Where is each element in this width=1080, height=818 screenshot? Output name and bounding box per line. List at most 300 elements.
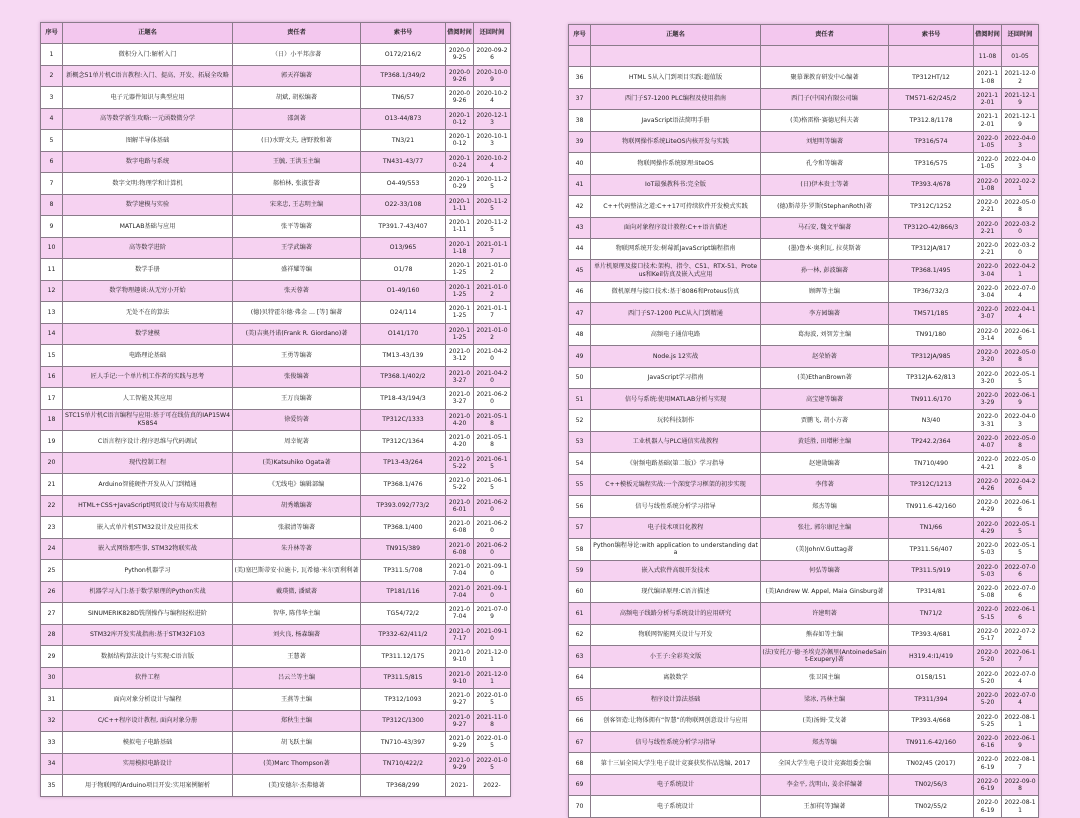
header-call-number: 索书号 xyxy=(889,25,974,46)
cell-no: 68 xyxy=(569,753,591,774)
cell-borrow-time: 2020-09-26 xyxy=(446,87,474,109)
cell-author: 马石安, 魏文平编著 xyxy=(761,217,889,238)
cell-borrow-time: 2021-09-29 xyxy=(446,753,474,775)
cell-no: 11 xyxy=(41,259,63,281)
cell-borrow-time: 2022-06-16 xyxy=(974,732,1002,753)
table-row xyxy=(569,474,1039,495)
table-row xyxy=(41,366,511,388)
cell-author: (美)JohnV.Guttag著 xyxy=(761,539,889,560)
cell-author: （日）小平邦彦著 xyxy=(233,44,361,66)
cell-return-time: 2022-02-21 xyxy=(1002,174,1039,195)
cell-author: 郑杰等编 xyxy=(761,732,889,753)
cell-borrow-time: 2021-06-08 xyxy=(446,517,474,539)
cell-call-number: TP181/116 xyxy=(361,581,446,603)
cell-author: 李伟著 xyxy=(761,474,889,495)
cell-no: 26 xyxy=(41,581,63,603)
cell-author: (美)Katsuhiko Ogata著 xyxy=(233,452,361,474)
cell-no: 55 xyxy=(569,474,591,495)
cell-author: 葛海波, 刘智芳主编 xyxy=(761,324,889,345)
cell-return-time: 2020-11-25 xyxy=(474,216,511,238)
cell-author: 李方园编著 xyxy=(761,303,889,324)
cell-author: 赵荣娇著 xyxy=(761,346,889,367)
table-row xyxy=(569,753,1039,774)
cell-call-number: O172/216/2 xyxy=(361,44,446,66)
cell-no: 4 xyxy=(41,108,63,130)
table-row xyxy=(41,603,511,625)
left-page xyxy=(40,22,510,797)
cell-no: 33 xyxy=(41,732,63,754)
cell-borrow-time: 2021-05-22 xyxy=(446,474,474,496)
cell-return-time: 2022-09-08 xyxy=(1002,774,1039,795)
cell-borrow-time: 2022-04-29 xyxy=(974,517,1002,538)
cell-title: 数学建模与实验 xyxy=(63,194,233,216)
cell-call-number: TN911.6-42/160 xyxy=(889,732,974,753)
cell-title: 信号与系统:使用MATLAB分析与实现 xyxy=(591,389,761,410)
cell-call-number: TP312C/1333 xyxy=(361,409,446,431)
cell-title: 物联网系统开发:树莓派JavaScript编程指南 xyxy=(591,238,761,259)
cell-no: 44 xyxy=(569,238,591,259)
cell-title: 西门子S7-1200 PLC编程及使用指南 xyxy=(591,88,761,109)
cell-author: (美)汤姆·艾戈著 xyxy=(761,710,889,731)
cell-call-number: TN71/2 xyxy=(889,603,974,624)
cell-call-number: TN02/56/3 xyxy=(889,774,974,795)
cell-title: 现代控制工程 xyxy=(63,452,233,474)
cell-borrow-time: 2021-04-20 xyxy=(446,431,474,453)
table-row xyxy=(41,710,511,732)
cell-call-number: TP393.4/668 xyxy=(889,710,974,731)
cell-no: 40 xyxy=(569,153,591,174)
cell-no: 42 xyxy=(569,196,591,217)
cell-call-number: TP18-43/194/3 xyxy=(361,388,446,410)
cell-return-time: 2021-01-02 xyxy=(474,323,511,345)
cell-title: STM32库开发实战指南:基于STM32F103 xyxy=(63,624,233,646)
cell-return-time: 2021-12-01 xyxy=(474,646,511,668)
cell-return-time: 2022-06-17 xyxy=(1002,646,1039,667)
cell-title: 数字电路与系统 xyxy=(63,151,233,173)
cell-borrow-time: 2020-11-11 xyxy=(446,194,474,216)
cell-return-time: 2020-10-09 xyxy=(474,65,511,87)
table-row xyxy=(41,65,511,87)
cell-return-time: 2021-09-10 xyxy=(474,624,511,646)
cell-return-time: 2021-01-02 xyxy=(474,259,511,281)
cell-call-number: TP314/81 xyxy=(889,581,974,602)
cell-author: (美)Andrew W. Appel, Maia Ginsburg著 xyxy=(761,581,889,602)
cell-title: 微机原理与接口技术:基于8086和Proteus仿真 xyxy=(591,281,761,302)
cell-title xyxy=(591,46,761,67)
cell-author: 《无线电》编辑部编 xyxy=(233,474,361,496)
cell-title: 用于物联网的Arduino项目开发:实用案例解析 xyxy=(63,775,233,797)
cell-return-time: 2022-04-14 xyxy=(1002,303,1039,324)
cell-call-number: TP312C/1300 xyxy=(361,710,446,732)
cell-borrow-time: 2022-05-03 xyxy=(974,560,1002,581)
cell-author: 孙一林, 彭波编著 xyxy=(761,260,889,281)
cell-return-time: 2021-09-10 xyxy=(474,560,511,582)
cell-title: 人工智能及其应用 xyxy=(63,388,233,410)
cell-borrow-time: 2021-09-10 xyxy=(446,667,474,689)
cell-no: 19 xyxy=(41,431,63,453)
cell-borrow-time: 2021-03-27 xyxy=(446,388,474,410)
cell-return-time: 2021-04-20 xyxy=(474,345,511,367)
cell-call-number: O141/170 xyxy=(361,323,446,345)
cell-title: 程序设计算法基础 xyxy=(591,689,761,710)
cell-author: 西门子(中国)有限公司编 xyxy=(761,88,889,109)
cell-title: 电子元器件知识与典型应用 xyxy=(63,87,233,109)
cell-title: 创客智造:让物体拥有“智慧”的物联网创意设计与应用 xyxy=(591,710,761,731)
cell-author: 何弘等编著 xyxy=(761,560,889,581)
cell-borrow-time: 2021- xyxy=(446,775,474,797)
cell-author: (日)伊本贵士等著 xyxy=(761,174,889,195)
cell-author: 徐爱钧著 xyxy=(233,409,361,431)
cell-return-time: 2022-05-15 xyxy=(1002,539,1039,560)
table-row xyxy=(569,560,1039,581)
cell-title: SINUMERIK828D铣削操作与编程轻松进阶 xyxy=(63,603,233,625)
cell-borrow-time: 2022-04-21 xyxy=(974,453,1002,474)
cell-author: 张平等编著 xyxy=(233,216,361,238)
cell-no: 15 xyxy=(41,345,63,367)
cell-return-time: 2022-05-08 xyxy=(1002,346,1039,367)
cell-no: 66 xyxy=(569,710,591,731)
cell-borrow-time: 2022-06-19 xyxy=(974,796,1002,817)
cell-call-number: TP36/732/3 xyxy=(889,281,974,302)
cell-title: 嵌入式软件高级开发技术 xyxy=(591,560,761,581)
cell-return-time: 2022-01-05 xyxy=(474,689,511,711)
cell-title: STC15单片机C语言编程与应用:基于可在线仿真的IAP15W4K58S4 xyxy=(63,409,233,431)
cell-borrow-time: 2022-03-29 xyxy=(974,389,1002,410)
cell-author: 戴璞微, 潘斌著 xyxy=(233,581,361,603)
cell-borrow-time: 2022-01-08 xyxy=(974,174,1002,195)
cell-return-time: 2022-08-11 xyxy=(1002,796,1039,817)
table-row xyxy=(569,624,1039,645)
table-row xyxy=(569,389,1039,410)
table-row xyxy=(41,495,511,517)
cell-call-number: TN02/55/2 xyxy=(889,796,974,817)
cell-no: 31 xyxy=(41,689,63,711)
cell-author: 张淑清等编著 xyxy=(233,517,361,539)
cell-title: 信号与线性系统分析学习指导 xyxy=(591,496,761,517)
cell-no: 38 xyxy=(569,110,591,131)
cell-title: 物联网操作系统原理:liteOS xyxy=(591,153,761,174)
table-header-row xyxy=(569,25,1039,46)
cell-call-number: TN710/422/2 xyxy=(361,753,446,775)
table-row xyxy=(41,44,511,66)
cell-no: 48 xyxy=(569,324,591,345)
cell-author xyxy=(761,46,889,67)
cell-no: 8 xyxy=(41,194,63,216)
cell-no: 46 xyxy=(569,281,591,302)
cell-borrow-time: 2022-03-14 xyxy=(974,324,1002,345)
cell-title: 无处不在的算法 xyxy=(63,302,233,324)
cell-return-time: 2022-08-11 xyxy=(1002,710,1039,731)
cell-borrow-time: 2021-09-27 xyxy=(446,689,474,711)
cell-return-time: 2021-12-01 xyxy=(474,667,511,689)
cell-author: 郭天祥编著 xyxy=(233,65,361,87)
cell-title: MATLAB基础与应用 xyxy=(63,216,233,238)
cell-no xyxy=(569,46,591,67)
cell-title: 离散数学 xyxy=(591,667,761,688)
cell-title: 电子系统设计 xyxy=(591,796,761,817)
cell-no: 69 xyxy=(569,774,591,795)
cell-no: 18 xyxy=(41,409,63,431)
cell-return-time: 2022-07-06 xyxy=(1002,560,1039,581)
cell-borrow-time: 2021-11-08 xyxy=(974,67,1002,88)
cell-borrow-time: 2020-10-12 xyxy=(446,130,474,152)
table-row xyxy=(41,624,511,646)
cell-borrow-time: 2021-05-22 xyxy=(446,452,474,474)
header-author: 责任者 xyxy=(233,23,361,44)
cell-borrow-time: 2022-03-04 xyxy=(974,281,1002,302)
cell-title: 数学建模 xyxy=(63,323,233,345)
cell-author: (美)塞巴斯蒂安·拉施卡, 瓦希德·米尔贾利利著 xyxy=(233,560,361,582)
cell-call-number: N3/40 xyxy=(889,410,974,431)
cell-no: 47 xyxy=(569,303,591,324)
cell-author: 邵剑著 xyxy=(233,108,361,130)
cell-borrow-time: 2021-04-20 xyxy=(446,409,474,431)
cell-borrow-time: 2021-09-27 xyxy=(446,710,474,732)
cell-no: 45 xyxy=(569,260,591,281)
table-row xyxy=(41,173,511,195)
cell-author: 胡斌, 胡松编著 xyxy=(233,87,361,109)
cell-no: 3 xyxy=(41,87,63,109)
table-row xyxy=(569,346,1039,367)
cell-return-time: 2022-07-04 xyxy=(1002,281,1039,302)
cell-return-time: 2020-12-13 xyxy=(474,108,511,130)
cell-author: 全国大学生电子设计竞赛组委会编 xyxy=(761,753,889,774)
cell-author: (墨)鲁本·奥利瓦, 拉莫斯著 xyxy=(761,238,889,259)
cell-call-number: TP332-62/411/2 xyxy=(361,624,446,646)
cell-return-time: 2022-06-16 xyxy=(1002,324,1039,345)
header-return-time: 还回时间 xyxy=(1002,25,1039,46)
cell-return-time: 2021-12-02 xyxy=(1002,67,1039,88)
cell-author: 聚慕课教育研发中心编著 xyxy=(761,67,889,88)
cell-call-number: TG54/72/2 xyxy=(361,603,446,625)
table-row xyxy=(569,367,1039,388)
table-row xyxy=(569,581,1039,602)
cell-no: 30 xyxy=(41,667,63,689)
cell-borrow-time: 2022-06-19 xyxy=(974,774,1002,795)
cell-return-time: 2022-07-06 xyxy=(1002,581,1039,602)
table-row xyxy=(569,153,1039,174)
cell-author: (美)安德尔·杰弗德著 xyxy=(233,775,361,797)
cell-call-number: TP311.5/708 xyxy=(361,560,446,582)
table-row xyxy=(41,130,511,152)
table-row xyxy=(569,710,1039,731)
cell-no: 5 xyxy=(41,130,63,152)
cell-title: IoT最强教科书:完全版 xyxy=(591,174,761,195)
cell-title: 嵌入式单片机STM32设计及应用技术 xyxy=(63,517,233,539)
table-row xyxy=(41,431,511,453)
table-row xyxy=(41,216,511,238)
cell-return-time: 2022-05-08 xyxy=(1002,196,1039,217)
cell-no: 14 xyxy=(41,323,63,345)
cell-call-number: TP368.1/402/2 xyxy=(361,366,446,388)
header-borrow-time: 借阅时间 xyxy=(974,25,1002,46)
cell-call-number: TP393.4/681 xyxy=(889,624,974,645)
table-row xyxy=(41,237,511,259)
cell-title: C/C++程序设计教程, 面向对象分册 xyxy=(63,710,233,732)
cell-call-number: O158/151 xyxy=(889,667,974,688)
cell-call-number: TP13-43/264 xyxy=(361,452,446,474)
borrow-record-table-right xyxy=(568,24,1039,818)
cell-author: 朱升林等著 xyxy=(233,538,361,560)
cell-title: 现代编译原理:C语言描述 xyxy=(591,581,761,602)
cell-return-time: 2021-01-02 xyxy=(474,280,511,302)
cell-title: 高频电子通信电路 xyxy=(591,324,761,345)
table-row xyxy=(41,689,511,711)
cell-author: 孔令和等编著 xyxy=(761,153,889,174)
cell-no: 13 xyxy=(41,302,63,324)
cell-no: 36 xyxy=(569,67,591,88)
table-row xyxy=(41,345,511,367)
cell-call-number: TN710/490 xyxy=(889,453,974,474)
cell-return-time: 2022-08-17 xyxy=(1002,753,1039,774)
table-body-left xyxy=(41,44,511,797)
table-row xyxy=(569,667,1039,688)
cell-return-time: 2021-01-17 xyxy=(474,237,511,259)
table-row xyxy=(569,796,1039,817)
cell-return-time: 2022-05-08 xyxy=(1002,431,1039,452)
cell-no: 34 xyxy=(41,753,63,775)
cell-title: 模拟电子电路基础 xyxy=(63,732,233,754)
cell-call-number: H319.4:I1/419 xyxy=(889,646,974,667)
table-row xyxy=(569,646,1039,667)
table-row xyxy=(569,774,1039,795)
cell-return-time: 2022-01-05 xyxy=(474,753,511,775)
cell-return-time: 2022-07-22 xyxy=(1002,624,1039,645)
table-row xyxy=(41,560,511,582)
table-row xyxy=(569,539,1039,560)
cell-return-time: 2021-04-20 xyxy=(474,366,511,388)
cell-no: 32 xyxy=(41,710,63,732)
cell-title: 电子系统设计 xyxy=(591,774,761,795)
cell-return-time: 2022-04-26 xyxy=(1002,474,1039,495)
cell-title: 工业机器人与PLC通信实战教程 xyxy=(591,431,761,452)
cell-no: 39 xyxy=(569,131,591,152)
cell-call-number: TM13-43/139 xyxy=(361,345,446,367)
table-row xyxy=(569,281,1039,302)
header-call-number: 索书号 xyxy=(361,23,446,44)
cell-return-time: 2022-05-08 xyxy=(1002,453,1039,474)
cell-author: 郑杰等编 xyxy=(761,496,889,517)
cell-no: 64 xyxy=(569,667,591,688)
table-body-right xyxy=(569,46,1039,818)
cell-return-time: 2021-05-18 xyxy=(474,409,511,431)
cell-author: 刘火良, 杨森编著 xyxy=(233,624,361,646)
cell-call-number: TM571/185 xyxy=(889,303,974,324)
cell-call-number: TP393.4/678 xyxy=(889,174,974,195)
cell-title: 面向对象程序设计教程:C++语言描述 xyxy=(591,217,761,238)
cell-title: 新概念51单片机C语言教程:入门、提高、开发、拓展全攻略 xyxy=(63,65,233,87)
cell-call-number: TN6/57 xyxy=(361,87,446,109)
cell-no: 12 xyxy=(41,280,63,302)
cell-author: 高宝建等编著 xyxy=(761,389,889,410)
cell-borrow-time: 2020-09-25 xyxy=(446,44,474,66)
cell-call-number: TN1/66 xyxy=(889,517,974,538)
cell-borrow-time: 2022-03-20 xyxy=(974,367,1002,388)
cell-borrow-time: 2021-07-04 xyxy=(446,603,474,625)
cell-no: 52 xyxy=(569,410,591,431)
cell-return-time: 2021-12-19 xyxy=(1002,88,1039,109)
cell-title: Arduino智能硬件开发从入门到精通 xyxy=(63,474,233,496)
cell-author: 梁冰, 冯林主编 xyxy=(761,689,889,710)
cell-title: C++模板元编程实战:一个深度学习框架的初步实现 xyxy=(591,474,761,495)
cell-borrow-time: 2020-10-12 xyxy=(446,108,474,130)
table-row xyxy=(569,410,1039,431)
cell-return-time: 2021-06-20 xyxy=(474,495,511,517)
cell-title: 微积分入门:解析入门 xyxy=(63,44,233,66)
cell-call-number: TN911.6-42/160 xyxy=(889,496,974,517)
cell-call-number: TP312JA/817 xyxy=(889,238,974,259)
table-row xyxy=(569,238,1039,259)
cell-title: 高等数学进阶 xyxy=(63,237,233,259)
cell-author: 王毓, 王洪玉主编 xyxy=(233,151,361,173)
cell-title: 第十三届全国大学生电子设计竞赛获奖作品选编, 2017 xyxy=(591,753,761,774)
table-row xyxy=(569,110,1039,131)
header-return-time: 还回时间 xyxy=(474,23,511,44)
cell-return-time: 2022-07-04 xyxy=(1002,667,1039,688)
cell-title: JavaScript学习指南 xyxy=(591,367,761,388)
cell-title: 图解半导体基础 xyxy=(63,130,233,152)
cell-no: 67 xyxy=(569,732,591,753)
cell-author: 胡飞跃主编 xyxy=(233,732,361,754)
cell-call-number: TN91/180 xyxy=(889,324,974,345)
cell-call-number: O1/78 xyxy=(361,259,446,281)
cell-no: 37 xyxy=(569,88,591,109)
cell-borrow-time: 2020-11-25 xyxy=(446,302,474,324)
borrow-record-table-left xyxy=(40,22,511,797)
cell-return-time: 2021-01-17 xyxy=(474,302,511,324)
cell-author: 王学武编著 xyxy=(233,237,361,259)
cell-borrow-time: 2022-03-20 xyxy=(974,346,1002,367)
cell-author: 王加祥[等]编著 xyxy=(761,796,889,817)
cell-author: 吕云兰等主编 xyxy=(233,667,361,689)
cell-return-time: 2022-05-15 xyxy=(1002,367,1039,388)
table-row xyxy=(569,174,1039,195)
cell-no: 51 xyxy=(569,389,591,410)
table-row xyxy=(41,732,511,754)
cell-no: 54 xyxy=(569,453,591,474)
table-row xyxy=(41,108,511,130)
cell-call-number: TP312O-42/866/3 xyxy=(889,217,974,238)
cell-borrow-time: 2022-01-05 xyxy=(974,153,1002,174)
cell-author: 智华, 陈伟华主编 xyxy=(233,603,361,625)
cell-no: 2 xyxy=(41,65,63,87)
cell-author: 王万良编著 xyxy=(233,388,361,410)
cell-borrow-time: 2022-05-20 xyxy=(974,646,1002,667)
cell-return-time: 2021-05-18 xyxy=(474,431,511,453)
cell-call-number: TN911.6/170 xyxy=(889,389,974,410)
cell-no: 49 xyxy=(569,346,591,367)
table-row xyxy=(569,196,1039,217)
cell-return-time: 2022-04-21 xyxy=(1002,260,1039,281)
cell-title: 高频电子线路分析与系统设计的应用研究 xyxy=(591,603,761,624)
cell-return-time: 2021-11-08 xyxy=(474,710,511,732)
table-row xyxy=(41,517,511,539)
cell-author: 黄廷胜, 田增彬主编 xyxy=(761,431,889,452)
cell-return-time: 2021-09-10 xyxy=(474,581,511,603)
table-row xyxy=(569,88,1039,109)
cell-no: 28 xyxy=(41,624,63,646)
cell-no: 60 xyxy=(569,581,591,602)
cell-borrow-time: 2021-12-01 xyxy=(974,88,1002,109)
cell-borrow-time: 2022-05-08 xyxy=(974,581,1002,602)
cell-borrow-time: 2022-05-20 xyxy=(974,689,1002,710)
cell-no: 16 xyxy=(41,366,63,388)
table-row xyxy=(569,732,1039,753)
cell-title: JavaScript语法简明手册 xyxy=(591,110,761,131)
cell-call-number: O1-49/160 xyxy=(361,280,446,302)
cell-no: 10 xyxy=(41,237,63,259)
cell-title: 嵌入式网络那些事, STM32物联实战 xyxy=(63,538,233,560)
